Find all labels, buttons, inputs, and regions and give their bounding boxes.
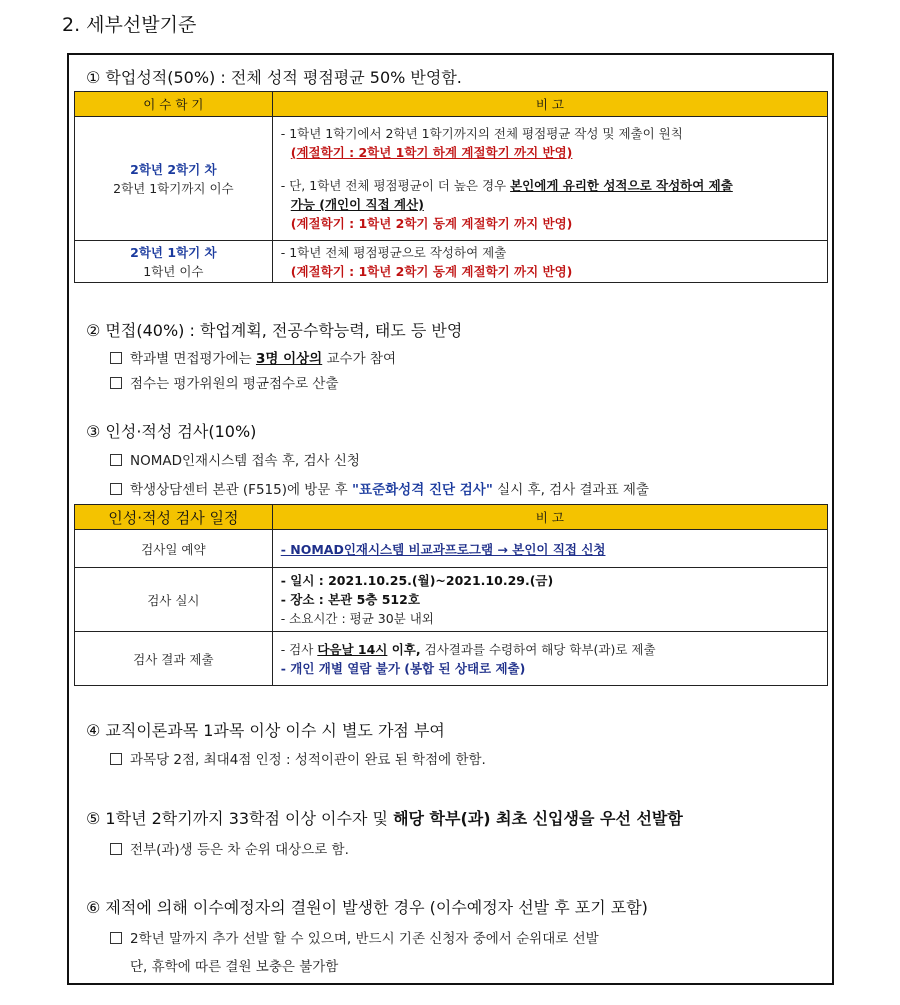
checkbox-icon	[110, 352, 122, 364]
row1-left	[75, 117, 273, 241]
item-text: 학과별 면접평가에는	[130, 351, 256, 367]
section-2-item-2	[110, 372, 339, 392]
row2-left	[75, 241, 273, 283]
section-4-title: ④ 교직이론과목 1과목 이상 이수 시 별도 가점 부여	[86, 721, 445, 740]
row1-line5: (계절학기 : 1학년 2학기 동계 계절학기 까지 반영)	[290, 216, 573, 231]
table-row	[75, 568, 828, 632]
result-label: 검사 결과 제출	[75, 632, 273, 686]
reserve-link[interactable]: - NOMAD인재시스템 비교과프로그램 → 본인이 직접 신청	[280, 541, 606, 557]
section-5-title-a: ⑤ 1학년 2학기까지 33학점 이상 이수자 및	[86, 809, 394, 828]
item-text: 학생상담센터 본관 (F515)에 방문 후	[130, 482, 353, 498]
row2-left-a: 2학년 1학기 차	[130, 244, 217, 260]
result-line-1	[281, 640, 819, 659]
academic-table-header	[75, 92, 828, 117]
item-text: 실시 후, 검사 결과표 제출	[492, 482, 650, 498]
page-heading: 2. 세부선발기준	[62, 14, 197, 36]
academic-table	[74, 91, 828, 283]
aptitude-table-header	[75, 505, 828, 530]
item-emphasis: 3명 이상의	[255, 351, 323, 367]
row2-line1: - 1학년 전체 평점평균으로 작성하여 제출	[280, 244, 507, 260]
section-2-item-1	[110, 347, 396, 367]
item-text: NOMAD인재시스템 접속 후, 검사 신청	[130, 453, 360, 469]
section-5-title-b: 해당 학부(과) 최초 신입생을 우선 선발함	[393, 809, 683, 828]
aptitude-test-table	[74, 504, 828, 686]
section-3-item-1	[110, 449, 360, 469]
item-text: 점수는 평가위원의 평균점수로 산출	[130, 376, 339, 392]
reserve-remark	[272, 530, 827, 568]
result-emphasis: 다음날 14시	[317, 641, 388, 657]
row1-line3a: - 단, 1학년 전체 평점평균이 더 높은 경우	[280, 178, 511, 193]
item-text: 과목당 2점, 최대4점 인정 : 성적이관이 완료 된 학점에 한함.	[130, 752, 486, 768]
row2-left-b: 1학년 이수	[143, 263, 204, 279]
section-4-item-1	[110, 748, 486, 768]
checkbox-icon	[110, 454, 122, 466]
section-6-item-2: 단, 휴학에 따른 결원 보충은 불가함	[130, 959, 339, 975]
section-3-item-2	[110, 478, 649, 498]
header-remarks: 비 고	[272, 92, 827, 117]
item-emphasis: "표준화성격 진단 검사"	[352, 482, 493, 498]
checkbox-icon	[110, 483, 122, 495]
conduct-label: 검사 실시	[75, 568, 273, 632]
row1-right	[272, 117, 827, 241]
table-row	[75, 632, 828, 686]
section-6-item-1	[110, 927, 599, 947]
header-remarks: 비 고	[272, 505, 827, 530]
header-schedule: 인성·적성 검사 일정	[75, 505, 273, 530]
item-text: 교수가 참여	[322, 351, 397, 367]
reserve-label: 검사일 예약	[75, 530, 273, 568]
row1-line3b: 본인에게 유리한 성적으로 작성하여 제출	[510, 178, 733, 193]
section-2-title: ② 면접(40%) : 학업계획, 전공수학능력, 태도 등 반영	[86, 321, 463, 340]
result-line-2: - 개인 개별 열람 불가 (봉합 된 상태로 제출)	[280, 660, 526, 676]
item-text: 2학년 말까지 추가 선발 할 수 있으며, 반드시 기존 신청자 중에서 순위대로 선발	[130, 931, 599, 947]
row1-left-a: 2학년 2학기 차	[130, 161, 217, 177]
header-semester: 이 수 학 기	[75, 92, 273, 117]
row1-line4: 가능 (개인이 직접 계산)	[290, 197, 424, 212]
result-text: 검사결과를 수령하여 해당 학부(과)로 제출	[420, 641, 656, 657]
table-row	[75, 117, 828, 241]
result-remark	[272, 632, 827, 686]
result-text: - 검사	[280, 641, 318, 657]
checkbox-icon	[110, 843, 122, 855]
section-5-title	[86, 806, 683, 829]
conduct-date: - 일시 : 2021.10.25.(월)~2021.10.29.(금)	[280, 573, 554, 588]
row2-right	[272, 241, 827, 283]
section-3-title: ③ 인성·적성 검사(10%)	[86, 422, 257, 441]
result-emphasis: 이후,	[387, 641, 421, 657]
row2-line2: (계절학기 : 1학년 2학기 동계 계절학기 까지 반영)	[290, 263, 573, 279]
checkbox-icon	[110, 932, 122, 944]
row1-left-b: 2학년 1학기까지 이수	[113, 180, 234, 196]
section-6-title: ⑥ 제적에 의해 이수예정자의 결원이 발생한 경우 (이수예정자 선발 후 포기 포함)	[86, 898, 648, 917]
section-1-title: ① 학업성적(50%) : 전체 성적 평점평균 50% 반영함.	[86, 68, 462, 87]
table-row	[75, 530, 828, 568]
conduct-duration: - 소요시간 : 평균 30분 내외	[280, 611, 434, 626]
row1-line2: (계절학기 : 2학년 1학기 하계 계절학기 까지 반영)	[290, 145, 573, 160]
checkbox-icon	[110, 753, 122, 765]
row1-line1: - 1학년 1학기에서 2학년 1학기까지의 전체 평점평균 작성 및 제출이 원칙	[280, 126, 683, 141]
checkbox-icon	[110, 377, 122, 389]
table-row	[75, 241, 828, 283]
item-text: 전부(과)생 등은 차 순위 대상으로 함.	[130, 842, 349, 858]
conduct-place: - 장소 : 본관 5층 512호	[280, 592, 420, 607]
conduct-remark	[272, 568, 827, 632]
section-5-item-1	[110, 838, 349, 858]
